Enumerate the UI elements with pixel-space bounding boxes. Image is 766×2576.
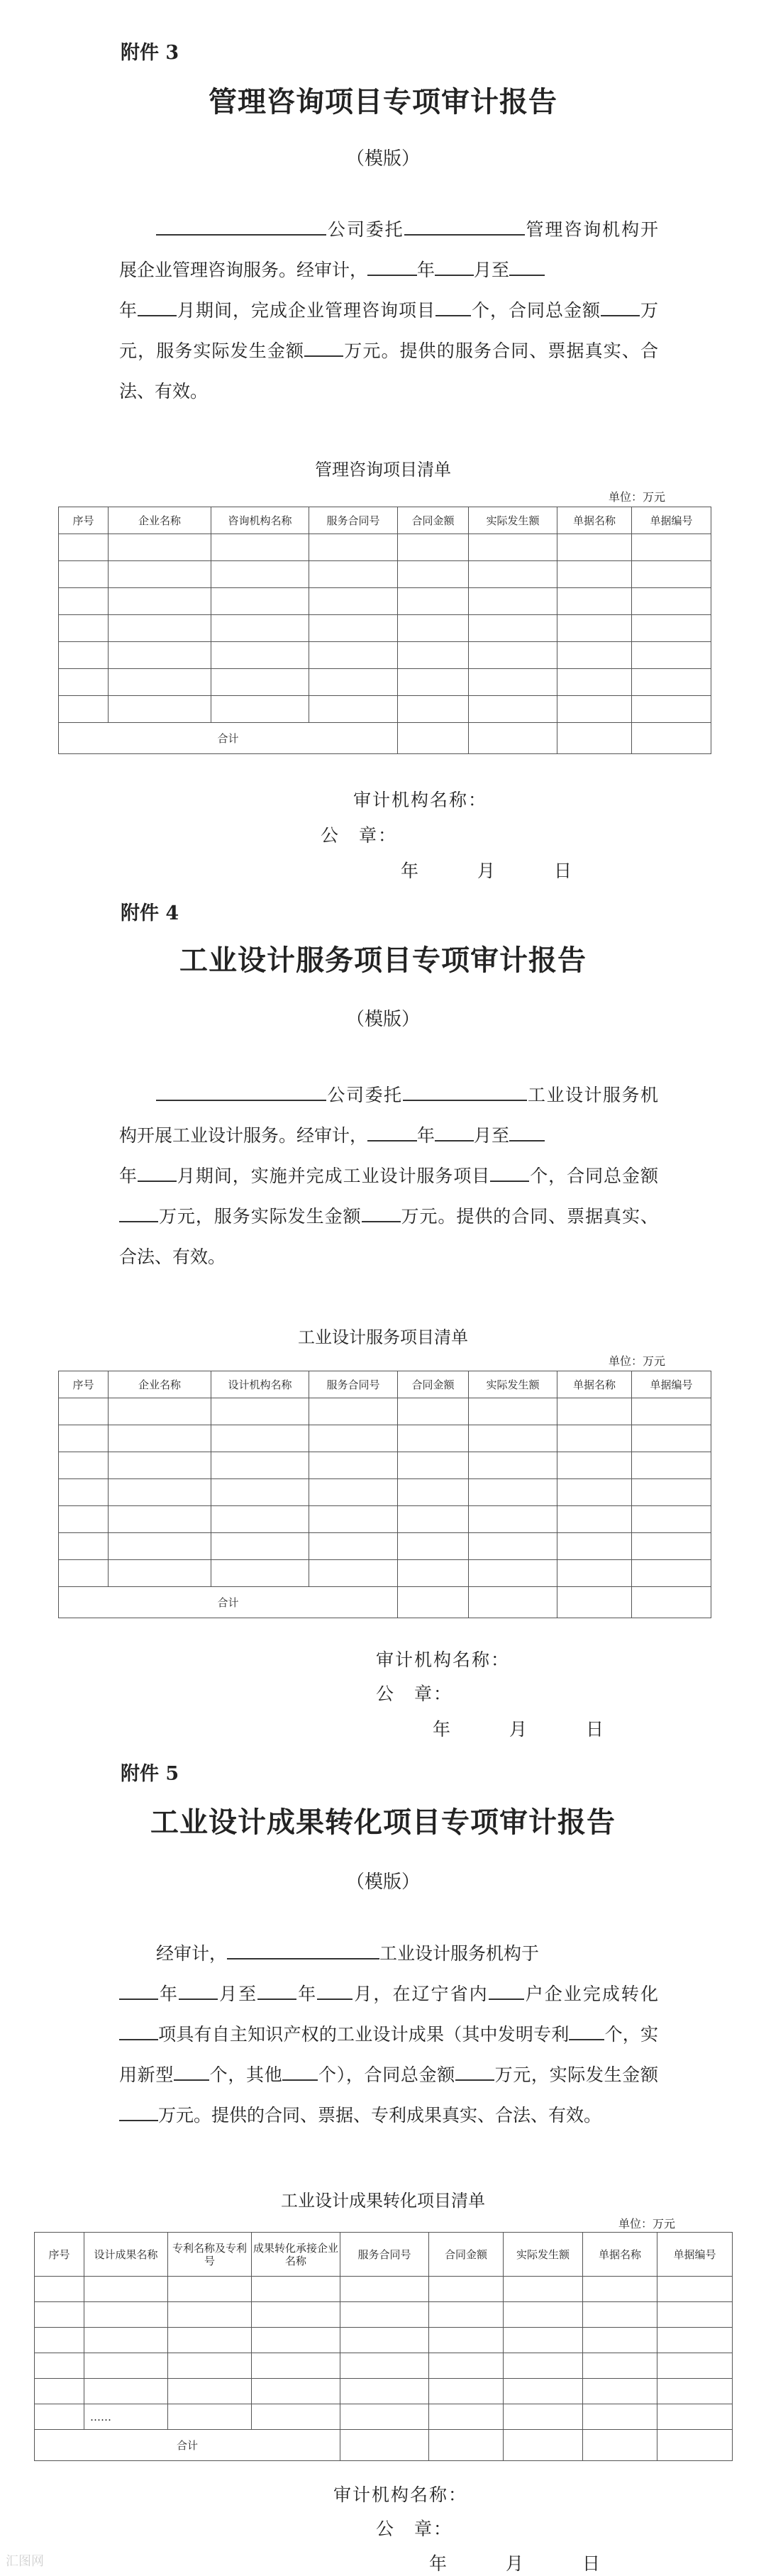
header-cell: 企业名称 (109, 507, 211, 534)
table-row (59, 1398, 711, 1425)
header-cell: 服务合同号 (309, 1371, 398, 1398)
table-row (35, 2379, 733, 2404)
audit-org-name-label: 审计机构名称： (376, 1649, 511, 1670)
total-label: 合计 (59, 1587, 398, 1618)
date-line: 年 月 日 (401, 861, 574, 881)
header-cell: 单据名称 (557, 507, 632, 534)
attachment-label: 附件 3 (121, 42, 179, 64)
table-row (35, 2277, 733, 2302)
project-table (58, 1371, 711, 1618)
seal-label: 公 章： (321, 825, 398, 846)
total-label: 合计 (59, 723, 398, 754)
header-cell: 专利名称及专利号 (168, 2233, 252, 2277)
report-title: 工业设计服务项目专项审计报告 (179, 944, 587, 977)
unit-label: 单位：万元 (609, 1354, 666, 1368)
header-cell: 合同金额 (398, 507, 469, 534)
table-header-row (35, 2233, 733, 2277)
table-row (35, 2404, 733, 2430)
table-row (59, 615, 711, 642)
project-table (34, 2232, 733, 2461)
table-title: 工业设计成果转化项目清单 (281, 2191, 485, 2211)
date-line: 年 月 日 (429, 2553, 602, 2574)
header-cell: 单据编号 (657, 2233, 733, 2277)
report-title: 工业设计成果转化项目专项审计报告 (150, 1806, 616, 1839)
table-row (59, 642, 711, 669)
header-cell: 单据编号 (632, 1371, 711, 1398)
header-cell: 企业名称 (109, 1371, 211, 1398)
seal-label: 公 章： (376, 2519, 453, 2539)
report-paragraph: 经审计， 工业设计服务机构于 年 月至 年 月，在辽宁省内 户企业完成转化项具有自主知识产权的工业设计成果（其中发明专利 个，实用新型 个，其他 个），合同总金额 万元，实际发生金额万元。提供的合同、票据、专利成果真实、合法、有效。 (119, 1933, 658, 2135)
attachment-label: 附件 5 (121, 1763, 179, 1785)
ellipsis-cell: …… (84, 2404, 168, 2430)
total-label: 合计 (35, 2430, 340, 2461)
seal-label: 公 章： (376, 1684, 453, 1704)
header-cell: 实际发生额 (504, 2233, 583, 2277)
header-cell: 单据编号 (632, 507, 711, 534)
project-table (58, 507, 711, 754)
report-paragraph: 公司委托 工业设计服务机构开展工业设计服务。经审计， 年 月至 年 月期间，实施并完成工业设计服务项目 个，合同总金额万元，服务实际发生金额 万元。提供的合同、票据真实、合法、有效。 (119, 1075, 658, 1277)
table-row (59, 696, 711, 723)
unit-label: 单位：万元 (618, 2217, 676, 2230)
audit-org-name-label: 审计机构名称： (333, 2484, 468, 2505)
table-row (35, 2353, 733, 2379)
table-title: 管理咨询项目清单 (315, 460, 451, 480)
header-cell: 单据名称 (583, 2233, 657, 2277)
table-row (59, 1425, 711, 1452)
header-cell: 咨询机构名称 (211, 507, 309, 534)
unit-label: 单位：万元 (609, 490, 666, 504)
header-cell: 序号 (59, 507, 109, 534)
header-cell: 成果转化承接企业名称 (252, 2233, 340, 2277)
header-cell: 合同金额 (429, 2233, 504, 2277)
header-cell: 实际发生额 (469, 507, 557, 534)
report-subtitle: （模版） (345, 1872, 420, 1893)
watermark: 汇图网 (6, 2554, 44, 2569)
report-subtitle: （模版） (345, 148, 420, 170)
header-cell: 序号 (59, 1371, 109, 1398)
table-total-row (35, 2430, 733, 2461)
report-paragraph: 公司委托 管理咨询机构开展企业管理咨询服务。经审计， 年 月至 年 月期间，完成企业管理咨询项目 个，合同总金额 万元，服务实际发生金额 万元。提供的服务合同、票据真实、合法、有效。 (119, 209, 658, 411)
header-cell: 设计成果名称 (84, 2233, 168, 2277)
table-row (59, 1479, 711, 1506)
table-row (59, 561, 711, 588)
header-cell: 设计机构名称 (211, 1371, 309, 1398)
audit-org-name-label: 审计机构名称： (353, 790, 488, 810)
header-cell: 实际发生额 (469, 1371, 557, 1398)
table-row (59, 534, 711, 561)
table-row (59, 669, 711, 696)
table-row (35, 2302, 733, 2328)
table-row (59, 1533, 711, 1560)
table-title: 工业设计服务项目清单 (298, 1327, 468, 1347)
table-row (59, 1506, 711, 1533)
table-total-row (59, 723, 711, 754)
report-title: 管理咨询项目专项审计报告 (209, 85, 557, 118)
table-total-row (59, 1587, 711, 1618)
report-subtitle: （模版） (345, 1009, 420, 1030)
header-cell: 合同金额 (398, 1371, 469, 1398)
header-cell: 序号 (35, 2233, 84, 2277)
date-line: 年 月 日 (433, 1719, 606, 1740)
table-row (59, 588, 711, 615)
table-row (59, 1452, 711, 1479)
table-header-row (59, 507, 711, 534)
header-cell: 服务合同号 (309, 507, 398, 534)
table-row (35, 2328, 733, 2353)
header-cell: 单据名称 (557, 1371, 632, 1398)
table-row (59, 1560, 711, 1587)
attachment-label: 附件 4 (121, 902, 179, 924)
table-header-row (59, 1371, 711, 1398)
header-cell: 服务合同号 (340, 2233, 429, 2277)
